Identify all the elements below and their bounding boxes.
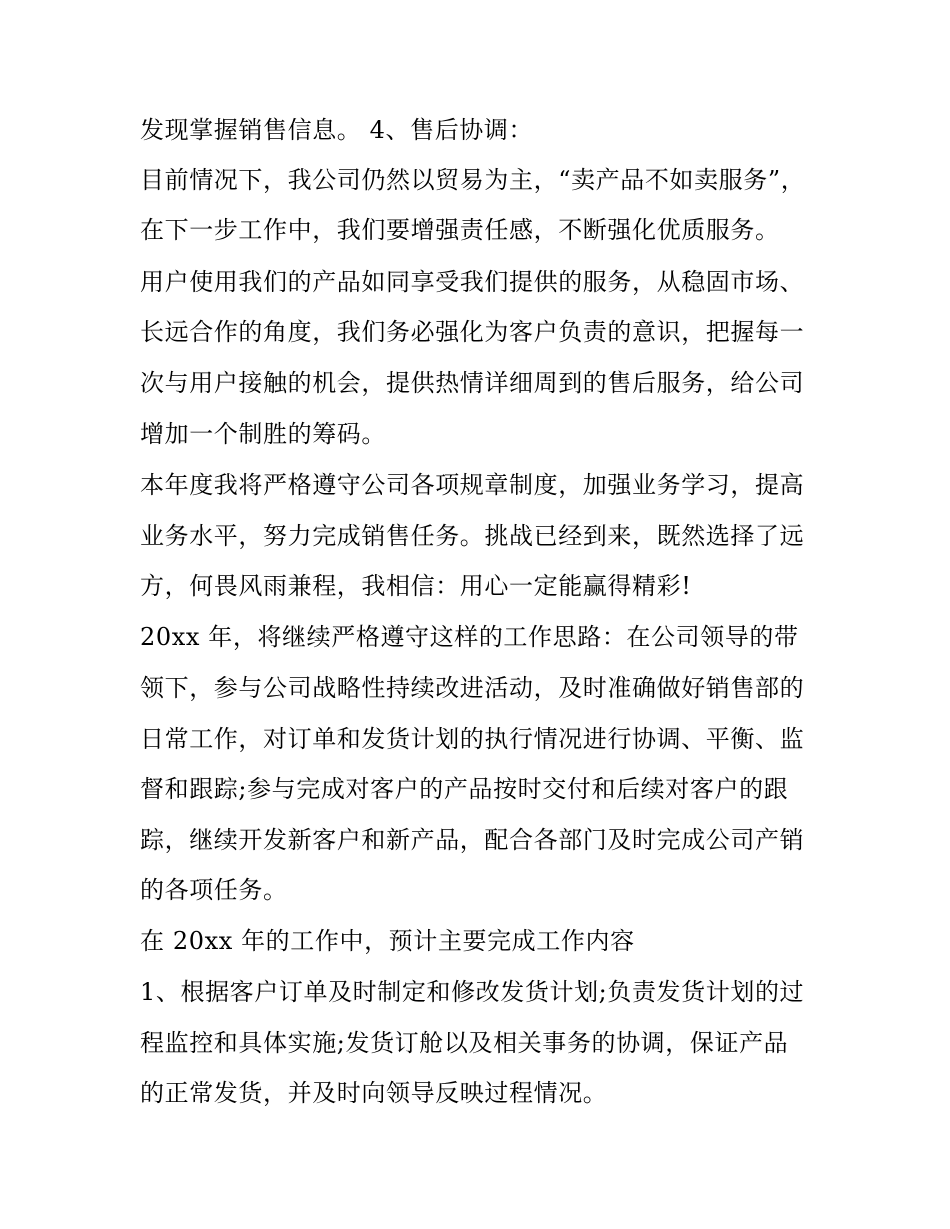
text-line: 发现掌握销售信息。 4、售后协调：	[140, 116, 534, 144]
text-line: 长远合作的角度，我们务必强化为客户负责的意识，把握每一	[140, 318, 805, 346]
text-line: 20xx 年，将继续严格遵守这样的工作思路：在公司领导的带	[140, 623, 799, 651]
text-line: 增加一个制胜的筹码。	[140, 420, 386, 448]
text-line: 踪，继续开发新客户和新产品，配合各部门及时完成公司产销	[140, 826, 805, 854]
text-line: 的各项任务。	[140, 876, 288, 904]
text-line: 次与用户接触的机会，提供热情详细周到的售后服务，给公司	[140, 369, 805, 397]
text-line: 领下，参与公司战略性持续改进活动，及时准确做好销售部的	[140, 674, 805, 702]
text-line: 督和跟踪;参与完成对客户的产品按时交付和后续对客户的跟	[140, 775, 789, 803]
text-line: 方，何畏风雨兼程，我相信：用心一定能赢得精彩!	[140, 572, 692, 600]
text-line: 程监控和具体实施;发货订舱以及相关事务的协调，保证产品	[140, 1029, 789, 1057]
text-line: 用户使用我们的产品如同享受我们提供的服务，从稳固市场、	[140, 268, 805, 296]
text-line: 业务水平，努力完成销售任务。挑战已经到来，既然选择了远	[140, 522, 805, 550]
text-line: 本年度我将严格遵守公司各项规章制度，加强业务学习，提高	[140, 471, 805, 499]
text-line: 在下一步工作中，我们要增强责任感，不断强化优质服务。	[140, 216, 780, 244]
text-line: 目前情况下，我公司仍然以贸易为主，“卖产品不如卖服务”，	[140, 166, 806, 194]
text-line: 的正常发货，并及时向领导反映过程情况。	[140, 1079, 608, 1107]
text-line: 1、根据客户订单及时制定和修改发货计划;负责发货计划的过	[140, 978, 805, 1006]
text-line: 日常工作，对订单和发货计划的执行情况进行协调、平衡、监	[140, 725, 805, 753]
text-line: 在 20xx 年的工作中，预计主要完成工作内容	[140, 927, 635, 955]
